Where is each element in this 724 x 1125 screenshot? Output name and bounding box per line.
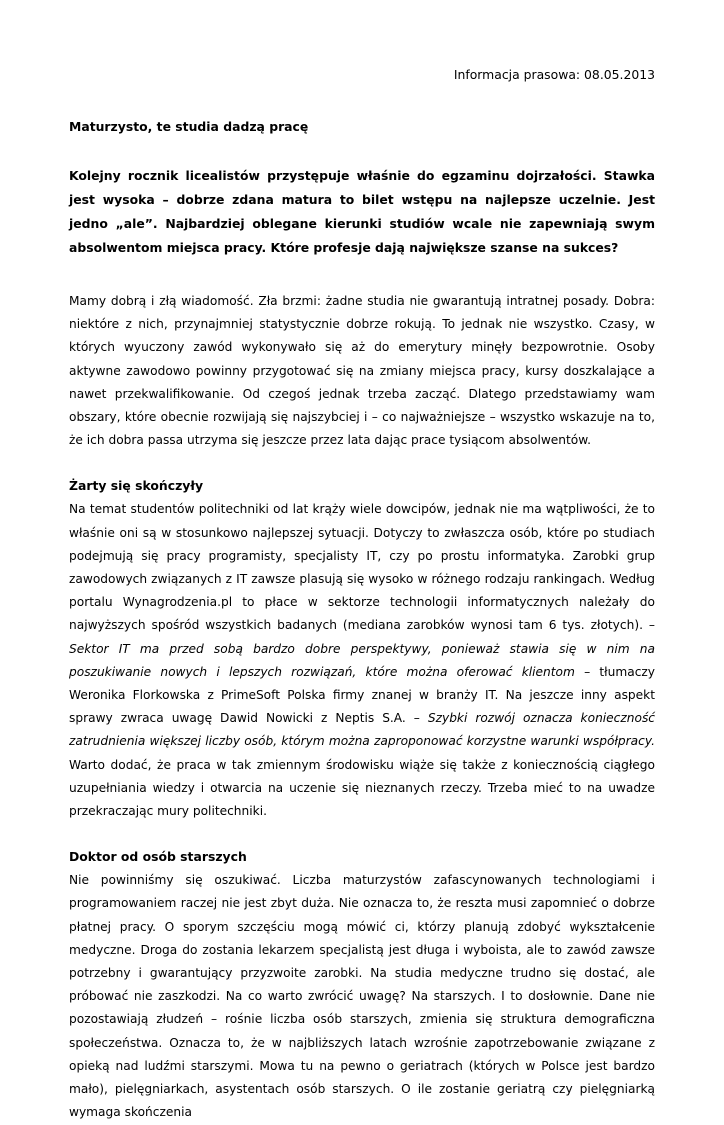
paragraph-text: Na temat studentów politechniki od lat krąży wiele dowcipów, jednak nie ma wątpliwości, że to właśnie oni są w stosunkowo najlepszej sytuacji. Dotyczy to zwłaszcza osób, które po studiach podejmują się pracy programisty, specjalisty IT, czy po prostu informatyka. Zarobki grup zawodowych związanych z IT zawsze plasują się wysoko w różnego rodzaju rankingach. Według portalu Wynagrodzenia.pl to płace w sektorze technologii informatycznych należały do najwyższych spośród wszystkich badanych (mediana zarobków wynosi tam 6 tys. złotych). –	[69, 502, 655, 633]
paragraph-text: – tłumaczy Weronika Florkowska z PrimeSoft Polska firmy znanej w branży IT. Na jeszcze inny aspekt sprawy zwraca uwagę Dawid Nowicki z Neptis S.A. –	[69, 664, 655, 726]
article-lead: Kolejny rocznik licealistów przystępuje właśnie do egzaminu dojrzałości. Stawka jest wysoka – dobrze zdana matura to bilet wstępu na najlepsze uczelnie. Jest jedno „ale”. Najbardziej oblegane kierunki studiów wcale nie zapewniają swym absolwentom miejsca pracy. Które profesje dają największe szanse na sukces?	[69, 168, 655, 255]
document-content	[69, 66, 655, 1125]
section-heading-medicine: Doktor od osób starszych	[69, 849, 247, 865]
section-paragraph-it	[69, 498, 655, 823]
intro-paragraph: Mamy dobrą i złą wiadomość. Zła brzmi: żadne studia nie gwarantują intratnej posady. Dobra: niektóre z nich, przynajmniej statystycznie dobrze rokują. To jednak nie wszystko. Czasy, w których wyuczony zawód wykonywało się aż do emerytury minęły bezpowrotnie. Osoby aktywne zawodowo powinny przygotować się na zmiany miejsca pracy, kursy doszkalające a nawet przekwalifikowanie. Od czegoś jednak trzeba zacząć. Dlatego przedstawiamy wam obszary, które obecnie rozwijają się najszybciej i – co najważniejsze – wszystko wskazuje na to, że ich dobra passa utrzyma się jeszcze przez lata dając prace tysiącom absolwentów.	[69, 294, 655, 448]
press-release-date: Informacja prasowa: 08.05.2013	[453, 67, 655, 82]
article-title: Maturzysto, te studia dadzą pracę	[69, 119, 309, 134]
paragraph-text: Warto dodać, że praca w tak zmiennym środowisku wiąże się także z koniecznością ciągłego uzupełniania wiedzy i otwarcia na uczenie się nieznanych rzeczy. Trzeba mieć to na uwadze przekraczając mury politechniki.	[69, 757, 655, 819]
quote-nowicki: Szybki rozwój oznacza konieczność zatrudnienia większej liczby osób, którym można zaproponować korzystne warunki współpracy.	[69, 711, 656, 749]
quote-florkowska: Sektor IT ma przed sobą bardzo dobre perspektywy, ponieważ stawia się w nim na poszukiwanie nowych i lepszych rozwiązań, które można oferować klientom	[69, 641, 655, 679]
section-paragraph-medicine: Nie powinniśmy się oszukiwać. Liczba maturzystów zafascynowanych technologiami i programowaniem raczej nie jest zbyt duża. Nie oznacza to, że reszta musi zapomnieć o dobrze płatnej pracy. O sporym szczęściu mogą mówić ci, którzy planują zdobyć wykształcenie medyczne. Droga do zostania lekarzem specjalistą jest długa i wyboista, ale to zawód zawsze potrzebny i gwarantujący przyzwoite zarobki. Na studia medyczne trudno się dostać, ale próbować nie zaszkodzi. Na co warto zwrócić uwagę? Na starszych. I to dosłownie. Dane nie pozostawiają złudzeń – rośnie liczba osób starszych, zmienia się struktura demograficzna społeczeństwa. Oznacza to, że w najbliższych latach wzrośnie zapotrzebowanie związane z opieką nad ludźmi starszymi. Mowa tu na pewno o geriatrach (których w Polsce jest bardzo mało), pielęgniarkach, asystentach osób starszych. O ile zostanie geriatrą czy pielęgniarką wymaga skończenia	[69, 873, 655, 1120]
section-heading-it: Żarty się skończyły	[69, 478, 204, 494]
